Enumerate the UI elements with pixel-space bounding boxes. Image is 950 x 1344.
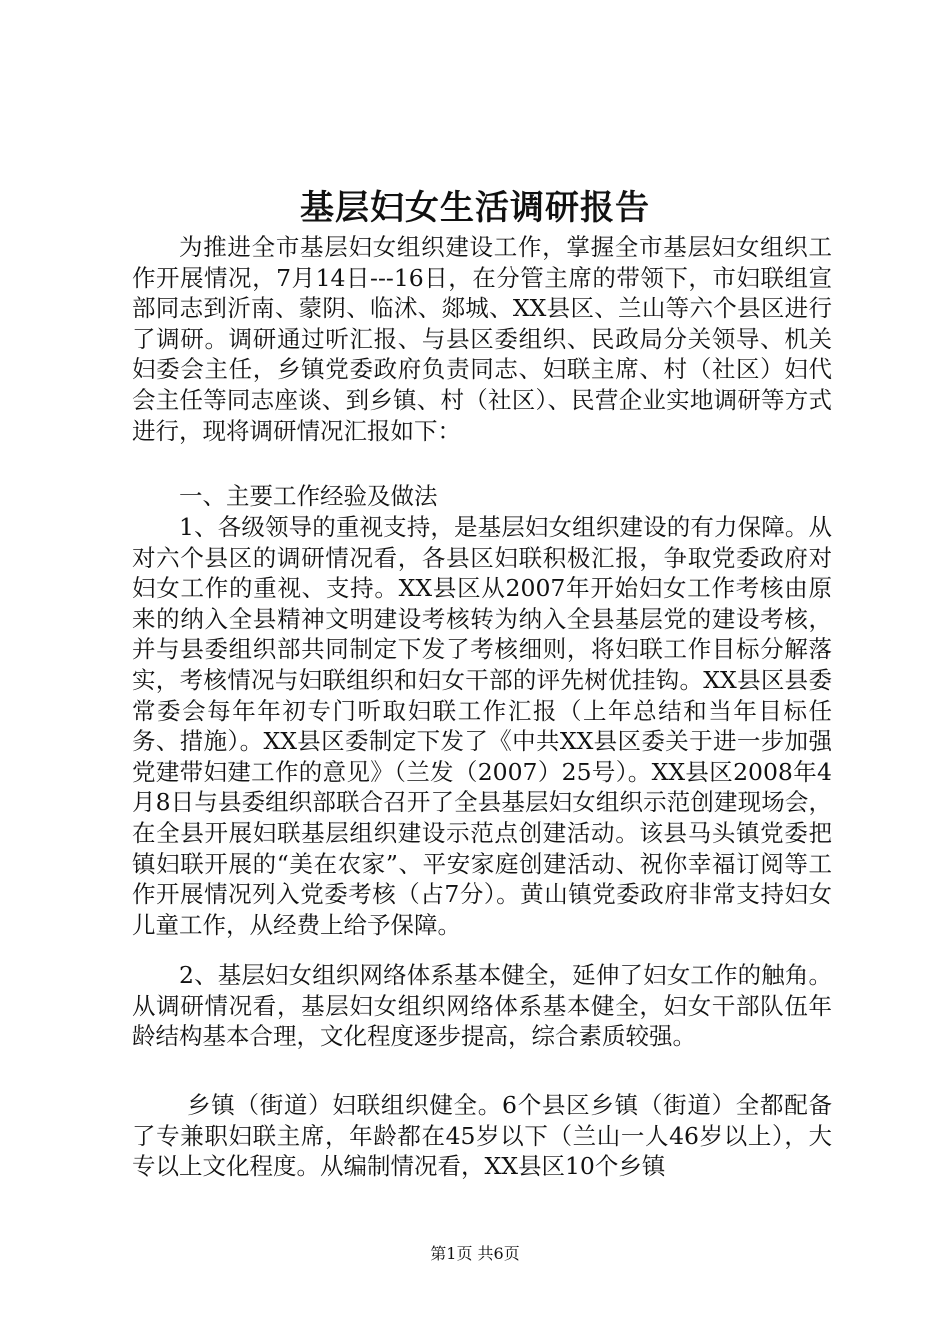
section-heading: 一、主要工作经验及做法	[179, 482, 438, 510]
paragraph-township: 乡镇（街道）妇联组织健全。6个县区乡镇（街道）全都配备了专兼职妇联主席，年龄都在45岁以下（兰山一人46岁以上），大专以上文化程度。从编制情况看，XX县区10个乡镇	[132, 1091, 832, 1181]
document-title: 基层妇女生活调研报告	[300, 188, 650, 228]
paragraph-intro: 为推进全市基层妇女组织建设工作，掌握全市基层妇女组织工作开展情况，7月14日---16日，在分管主席的带领下，市妇联组宣部同志到沂南、蒙阴、临沭、郯城、XX县区、兰山等六个县区进行了调研。调研通过听汇报、与县区委组织、民政局分关领导、机关妇委会主任，乡镇党委政府负责同志、妇联主席、村（社区）妇代会主任等同志座谈、到乡镇、村（社区）、民营企业实地调研等方式进行，现将调研情况汇报如下：	[132, 233, 832, 445]
page-footer: 第1页 共6页	[430, 1244, 520, 1263]
paragraph-item-1: 1、各级领导的重视支持，是基层妇女组织建设的有力保障。从对六个县区的调研情况看，各县区妇联积极汇报，争取党委政府对妇女工作的重视、支持。XX县区从2007年开始妇女工作考核由原来的纳入全县精神文明建设考核转为纳入全县基层党的建设考核，并与县委组织部共同制定下发了考核细则，将妇联工作目标分解落实，考核情况与妇联组织和妇女干部的评先树优挂钩。XX县区县委常委会每年年初专门听取妇联工作汇报（上年总结和当年目标任务、措施）。XX县区委制定下发了《中共XX县区委关于进一步加强党建带妇建工作的意见》（兰发（2007）25号）。XX县区2008年4月8日与县委组织部联合召开了全县基层妇女组织示范创建现场会，在全县开展妇联基层组织建设示范点创建活动。该县马头镇党委把镇妇联开展的“美在农家”、平安家庭创建活动、祝你幸福订阅等工作开展情况列入党委考核（占7分）。黄山镇党委政府非常支持妇女儿童工作，从经费上给予保障。	[132, 513, 832, 939]
paragraph-item-2: 2、基层妇女组织网络体系基本健全，延伸了妇女工作的触角。从调研情况看，基层妇女组织网络体系基本健全，妇女干部队伍年龄结构基本合理，文化程度逐步提高，综合素质较强。	[132, 961, 832, 1051]
